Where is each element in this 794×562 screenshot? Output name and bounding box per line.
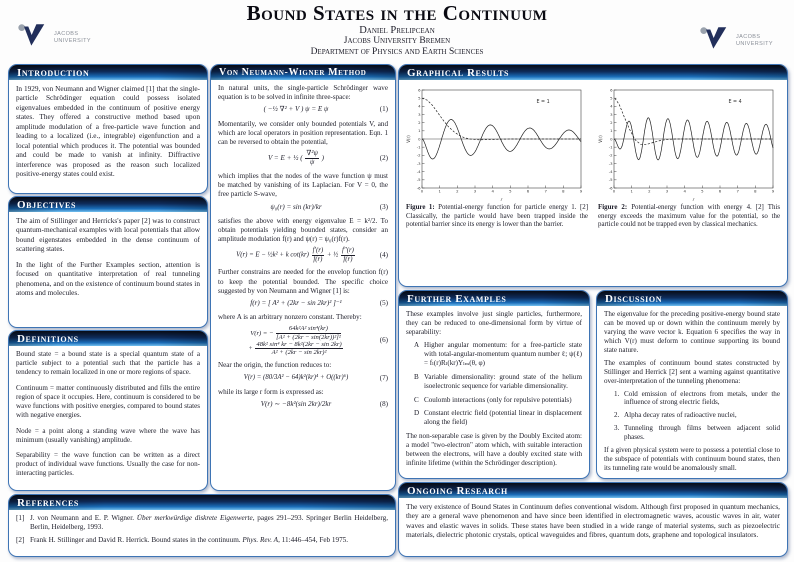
- masthead: [0, 2, 794, 58]
- svg-text:9: 9: [579, 188, 583, 194]
- svg-text:6: 6: [610, 87, 613, 93]
- university-logo-right: [698, 25, 773, 57]
- caption-lead: Figure 2:: [598, 204, 628, 211]
- item-text: Higher angular momentum: for a free-particle state with total-angular-momentum quantum number ℓ; ψ(ℓ) = fₗ(r)Rₗ(kr)Yₗₘ(θ, φ): [424, 340, 582, 367]
- svg-text:7: 7: [544, 188, 547, 194]
- svg-text:3: 3: [610, 111, 613, 117]
- section-method: [210, 64, 396, 491]
- svg-text:r: r: [692, 197, 695, 202]
- item-label: D: [414, 409, 420, 418]
- equation-3: [218, 203, 388, 212]
- item-label: C: [414, 395, 419, 404]
- svg-text:4: 4: [683, 188, 686, 194]
- svg-text:2: 2: [418, 119, 421, 125]
- item-text: Cold emission of electrons from metals, under the influence of strong electric fields,: [624, 389, 780, 407]
- equation-body: f(r) = [ A² + (2kr − sin 2kr)² ]⁻¹: [250, 299, 342, 308]
- svg-text:-1: -1: [608, 144, 613, 150]
- svg-text:-6: -6: [416, 185, 421, 191]
- method-paragraph: Near the origin, the function reduces to:: [218, 361, 332, 370]
- equation-body: ψ₀(r) = sin (kr)/kr: [270, 202, 322, 211]
- method-paragraph: while its large r form is expressed as:: [218, 387, 324, 396]
- svg-text:4: 4: [491, 188, 494, 194]
- svg-text:3: 3: [665, 188, 669, 194]
- introduction-body: In 1929, von Neumann and Wigner claimed [1] that the single-particle Schrödinger equation could possess isolated eigenvalues embedded in the continuum of positive energy states. They offered a constructive method based upon amplitude modulation of a free-particle wave function and leading to a localized (i.e., integrable) eigenfunction and a local potential which produces it. The potential was bounded and could be made to vanish at infinity. Diffractive interference was proposed as the reason such localized positive-energy states could exist.: [16, 84, 200, 179]
- university-logo-left: [16, 22, 91, 54]
- svg-text:-4: -4: [416, 168, 421, 174]
- svg-text:1: 1: [438, 188, 441, 194]
- svg-text:5: 5: [418, 95, 421, 101]
- figure-1: [406, 84, 588, 230]
- svg-text:0: 0: [610, 136, 613, 142]
- svg-text:V(r): V(r): [598, 135, 603, 143]
- author-name: Daniel Prelipcean: [359, 25, 435, 37]
- item-label: 3.: [614, 424, 620, 433]
- method-paragraph: Momentarily, we consider only bounded potentials V, and which are local operators in position representation. Eqn. 1 can be reversed to obtain the potential,: [218, 119, 388, 147]
- definition-separability: Separability = the wave function can be written as a direct product of individual wave functions. Usually the case for non-interacting particles.: [16, 450, 200, 478]
- equation-number: (4): [379, 250, 388, 259]
- method-paragraph: In natural units, the single-particle Schrödinger wave equation is to be solved in infinite three-space:: [218, 84, 388, 102]
- logo-line2: UNIVERSITY: [54, 38, 92, 44]
- equation-7: [218, 374, 388, 383]
- equation-body: V(r) = (80/3A² − 64)k²(kr)⁴ + O((kr)⁶): [243, 373, 349, 381]
- svg-text:-3: -3: [416, 160, 421, 166]
- section-header-objectives: Objectives: [9, 197, 207, 212]
- reference-text: J. von Neumann and E. P. Wigner. Über merkwürdige diskrete Eigenwerte, pages 291–293. Springer Berlin Heidelberg, Berlin, Heidelberg, 1993.: [30, 514, 388, 532]
- item-text: Variable dimensionality: ground state of the helium isoelectronic sequence for variable dimensionality.: [424, 372, 582, 390]
- logo-text: [54, 31, 91, 44]
- equation-body: ( −½ ∇² + V ) ψ = E ψ: [263, 105, 329, 114]
- further-item-c: [406, 396, 582, 405]
- discussion-item-2: [604, 411, 780, 420]
- figure-2-plot: [598, 84, 778, 202]
- item-text: Constant electric field (potential linear in displacement along the field): [424, 409, 582, 427]
- affiliation-university: Jacobs University Bremen: [343, 36, 451, 47]
- svg-text:3: 3: [418, 111, 421, 117]
- ongoing-body: The very existence of Bound States in Continuum defies conventional wisdom. Although first proposed in quantum mechanics, they are a general wave phenomenon and have since been identified in electromagnetic waves, acoustic waves in air, water waves and elastic waves in solids. These states have been studied in a wide range of material systems, such as piezoelectric materials, dielectric photonic crystals, optical waveguides and fibres, quantum dots, graphene and topological insulators.: [406, 502, 780, 540]
- reference-1: [16, 514, 388, 533]
- item-label: 1.: [614, 389, 620, 398]
- svg-text:E = 4: E = 4: [728, 100, 742, 105]
- item-text: Tunneling through films between adjacent solid phases.: [624, 424, 780, 442]
- caption-text: Potential-energy function for particle energy 1. [2] Classically, the particle would have been trapped inside the potential barrier since its energy is lower than the barrier.: [406, 204, 588, 229]
- further-item-b: [406, 373, 582, 391]
- discussion-item-1: [604, 390, 780, 408]
- section-header-introduction: Introduction: [9, 65, 207, 80]
- equation-body: V = E + ½ ( $\frac{\text{∇²ψ}}{\psi}$ ): [267, 149, 325, 167]
- svg-text:5: 5: [610, 95, 613, 101]
- further-intro: These examples involve just single particles, furthermore, they can be reduced to one-dimensional form by virtue of separability:: [406, 310, 582, 336]
- further-outro: The non-separable case is given by the Doubly Excited atom: a model "two-electron" atom which, with suitable interaction between the electrons, will have a doubly excited state with infinite lifetime (within the Schrödinger description).: [406, 432, 582, 468]
- section-ongoing-research: [398, 482, 788, 557]
- section-definitions: [8, 330, 208, 491]
- equation-6: [218, 325, 388, 356]
- section-header-references: References: [9, 495, 395, 510]
- svg-text:-4: -4: [608, 168, 613, 174]
- equation-body: V(r) = E − ½k² + k cot(kr) $\frac{f'(r)}{f(r)}$ + ½ $\frac{f''(r)}{f(r)}$: [236, 247, 354, 263]
- svg-text:-3: -3: [608, 160, 613, 166]
- section-objectives: [8, 196, 208, 328]
- svg-text:-5: -5: [416, 177, 421, 183]
- svg-text:7: 7: [736, 188, 739, 194]
- affiliation-department: Department of Physics and Earth Sciences: [310, 46, 484, 57]
- objectives-paragraph: In the light of the Further Examples section, attention is focused on quantitative interpretation of real tunneling phenomena, and on the existence of continuum bound states in atoms and molecules.: [16, 259, 200, 298]
- logo-line1: JACOBS: [736, 34, 761, 41]
- further-item-a: [406, 341, 582, 368]
- section-graphical-results: [398, 64, 788, 287]
- svg-text:-6: -6: [608, 185, 613, 191]
- equation-number: (1): [379, 105, 388, 114]
- jacobs-logo-icon: [698, 25, 732, 57]
- svg-text:4: 4: [610, 103, 613, 109]
- section-header-graphical-results: Graphical Results: [399, 65, 787, 80]
- method-paragraph: Further constrains are needed for the envelop function f(r) to keep the potential bounded. The specific choice suggested by von Neumann and Wigner [1] is:: [218, 268, 388, 295]
- figure-1-plot: [406, 84, 586, 202]
- caption-lead: Figure 1:: [406, 204, 435, 211]
- logo-text: [736, 34, 773, 47]
- definition-continuum: Continuum = matter continuously distributed and fills the entire region of space it occupies. Here, continuum is considered to be wave functions with positive energies, compared to bound states with negative energies.: [16, 383, 200, 420]
- svg-text:9: 9: [771, 188, 775, 194]
- reference-label: [1]: [16, 514, 25, 522]
- reference-label: [2]: [16, 535, 25, 544]
- section-further-examples: [398, 290, 590, 479]
- equation-4: [218, 247, 388, 263]
- svg-text:E = 1: E = 1: [536, 100, 550, 105]
- definition-node: Node = a point along a standing wave where the wave has minimum (usually vanishing) amplitude.: [16, 426, 200, 444]
- svg-text:5: 5: [509, 188, 512, 194]
- svg-text:5: 5: [701, 188, 704, 194]
- equation-body: V(r) = − $\frac{\text{64k²A² sin⁴(kr)}}{\text{[A² + (2kr − sin(2kr))²]²}}$ + $\frac{\text{48k² sin⁴ kr − 8k²(2kr − sin 2kr)}}{\text{A² + (2kr − sin 2kr)²}}$: [248, 325, 342, 357]
- section-header-definitions: Definitions: [9, 331, 207, 346]
- equation-number: (7): [379, 373, 388, 382]
- item-text: Coulomb interactions (only for repulsive potentials): [424, 395, 572, 404]
- reference-text: Frank H. Stillinger and David R. Herrick. Bound states in the continuum. Phys. Rev. A, 11:446–454, Feb 1975.: [30, 535, 349, 544]
- section-header-further-examples: Further Examples: [399, 291, 589, 306]
- discussion-paragraph: The eigenvalue for the preceding positive-energy bound state can be moved up or down within the continuum merely by varying the wave vector k. Equation 6 specifies the way in which V(r) must deform to continue supporting its bound state nature.: [604, 310, 780, 354]
- equation-5: [218, 299, 388, 308]
- logo-line2: UNIVERSITY: [736, 41, 774, 47]
- section-references: [8, 494, 396, 557]
- section-discussion: [596, 290, 788, 479]
- svg-text:-5: -5: [608, 177, 613, 183]
- svg-text:-2: -2: [416, 152, 421, 158]
- jacobs-logo-icon: [16, 22, 50, 54]
- equation-number: (8): [379, 400, 388, 409]
- svg-text:V(r): V(r): [406, 135, 411, 143]
- item-label: 2.: [614, 411, 620, 420]
- svg-text:4: 4: [418, 103, 421, 109]
- svg-text:1: 1: [610, 128, 613, 134]
- figure-2: [598, 84, 780, 230]
- equation-body: V(r) ∼ −8k²(sin 2kr)/2kr: [260, 400, 332, 409]
- svg-text:r: r: [500, 197, 503, 202]
- svg-text:8: 8: [754, 188, 757, 194]
- equation-number: (6): [379, 336, 388, 345]
- item-text: Alpha decay rates of radioactive nuclei,: [624, 411, 737, 420]
- item-label: A: [414, 340, 420, 349]
- further-item-d: [406, 409, 582, 427]
- item-label: B: [414, 372, 419, 381]
- section-header-discussion: Discussion: [597, 291, 787, 306]
- equation-number: (3): [379, 202, 388, 211]
- svg-text:3: 3: [473, 188, 477, 194]
- discussion-paragraph: The examples of continuum bound states constructed by Stillinger and Herrick [2] sent a warning against quantitative over-interpretation of the tunneling phenomena:: [604, 358, 780, 385]
- section-header-method: Von Neumann-Wigner Method: [211, 65, 395, 80]
- section-header-ongoing-research: Ongoing Research: [399, 483, 787, 498]
- discussion-item-3: [604, 424, 780, 442]
- svg-text:6: 6: [526, 188, 530, 194]
- figure-1-caption: [406, 204, 588, 230]
- definition-bound-state: Bound state = a bound state is a special quantum state of a particle subject to a potential such that the particle has a tendency to remain localized in one or more regions of space.: [16, 350, 200, 377]
- equation-2: [218, 150, 388, 167]
- objectives-paragraph: The aim of Stillinger and Herricks's paper [2] was to construct quantum-mechanical examples with local potentials that allow bound eigenstates embedded in the dense continuum of scattering states.: [16, 216, 200, 254]
- svg-text:1: 1: [418, 128, 421, 134]
- svg-text:8: 8: [562, 188, 565, 194]
- method-paragraph: satisfies the above with energy eigenvalue E = k²/2. To obtain potentials yielding bounded states, consider an amplitude modulation f(r) and ψ(r) = ψ₀(r)f(r).: [218, 216, 388, 244]
- logo-line1: JACOBS: [54, 31, 79, 38]
- discussion-paragraph: If a given physical system were to possess a potential close to the subspace of potentials with continuum bound states, then its tunneling rate would be anomalously small.: [604, 446, 780, 473]
- svg-text:2: 2: [610, 119, 613, 125]
- equation-number: (2): [379, 154, 388, 162]
- svg-text:6: 6: [418, 87, 421, 93]
- svg-text:2: 2: [456, 188, 459, 194]
- reference-2: [16, 536, 388, 545]
- svg-text:0: 0: [612, 188, 616, 194]
- svg-text:1: 1: [630, 188, 633, 194]
- svg-text:0: 0: [418, 136, 421, 142]
- figure-2-caption: [598, 204, 780, 230]
- svg-text:6: 6: [718, 188, 722, 194]
- equation-1: [218, 105, 388, 114]
- equation-8: [218, 400, 388, 409]
- section-introduction: [8, 64, 208, 194]
- equation-number: (5): [379, 299, 388, 308]
- poster-title: Bound States in the Continuum: [246, 1, 548, 25]
- svg-text:0: 0: [420, 188, 424, 194]
- method-paragraph: which implies that the nodes of the wave function ψ must be matched by vanishing of its Laplacian. For V = 0, the free particle S-wave,: [218, 171, 388, 199]
- svg-text:-1: -1: [416, 144, 421, 150]
- svg-text:2: 2: [648, 188, 651, 194]
- caption-text: Potential-energy function with energy 4. [2] This energy exceeds the maximum value for the potential, so the particle could not be trapped even by classical mechanics.: [598, 204, 780, 229]
- svg-text:-2: -2: [608, 152, 613, 158]
- method-paragraph: where A is an arbitrary nonzero constant. Thereby:: [218, 313, 362, 322]
